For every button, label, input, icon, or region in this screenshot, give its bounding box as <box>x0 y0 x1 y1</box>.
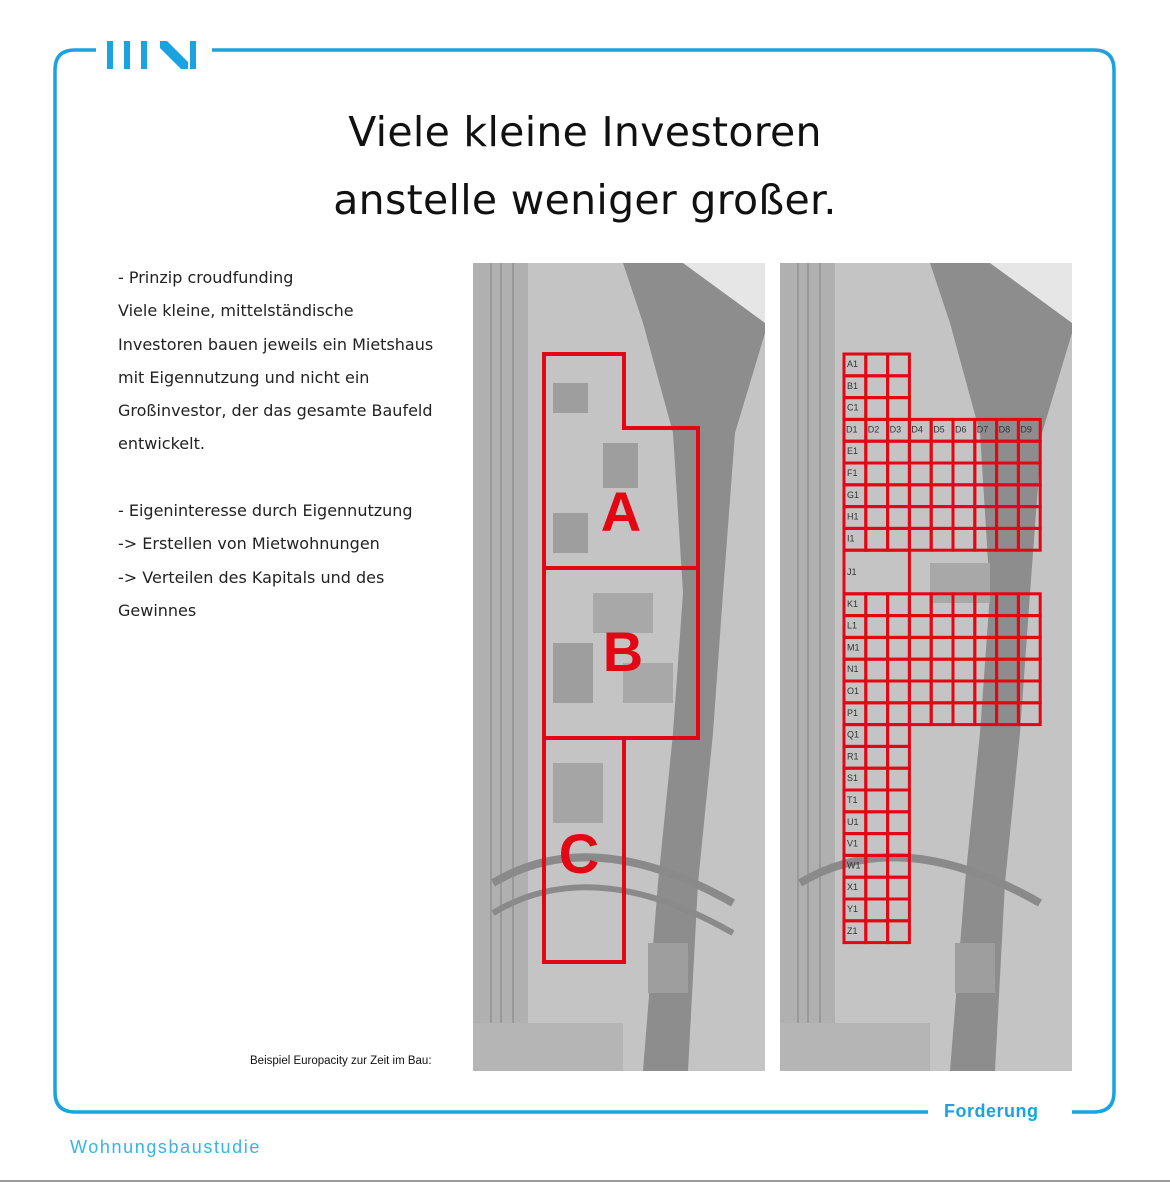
parcel-label: Z1 <box>847 925 858 936</box>
zone-label-a: A <box>600 480 642 543</box>
parcel-label: C1 <box>847 402 859 413</box>
principle-paragraph <box>118 261 458 461</box>
parcel-label: D5 <box>933 424 945 435</box>
parcel-label: D1 <box>846 424 858 435</box>
parcel-label: V1 <box>847 838 859 849</box>
parcel-label: D2 <box>867 424 880 435</box>
text-line: -> Erstellen von Mietwohnungen <box>118 534 380 554</box>
benefits-paragraph <box>118 494 458 627</box>
page-title-line1: Viele kleine Investoren <box>348 108 822 156</box>
text-line: Investoren bauen jeweils ein Mietshaus <box>118 334 434 354</box>
zone-label-c: C <box>558 822 600 885</box>
parcel-label: D6 <box>955 424 967 435</box>
parcel-label: T1 <box>847 795 858 805</box>
parcel-label: J1 <box>847 567 857 578</box>
map-caption: Beispiel Europacity zur Zeit im Bau: <box>250 1055 432 1067</box>
parcel-label: E1 <box>847 446 859 457</box>
INI-logo <box>107 41 196 69</box>
text-line: -> Verteilen des Kapitals und des <box>118 567 385 587</box>
text-line: entwickelt. <box>118 434 205 454</box>
parcel-label: D7 <box>976 424 989 435</box>
parcel-label: G1 <box>847 489 860 500</box>
site-plan-zones <box>473 263 765 1071</box>
parcel-label: B1 <box>847 380 859 391</box>
footer-label: Wohnungsbaustudie <box>70 1137 261 1157</box>
text-line: Viele kleine, mittelständische <box>118 301 354 321</box>
parcel-label: F1 <box>847 468 858 478</box>
parcel-label: D3 <box>889 424 902 435</box>
parcel-label: X1 <box>847 882 859 893</box>
parcel-label: K1 <box>847 598 859 609</box>
parcel-label: R1 <box>847 751 859 762</box>
text-line: mit Eigennutzung und nicht ein <box>118 367 370 387</box>
parcel-label: Q1 <box>847 729 860 740</box>
parcel-label: D9 <box>1020 424 1032 435</box>
site-plan-grid <box>780 263 1072 1071</box>
parcel-label: L1 <box>847 620 858 631</box>
parcel-label: S1 <box>847 773 859 784</box>
parcel-label: Y1 <box>847 904 859 914</box>
page-title-line2: anstelle weniger großer. <box>333 176 837 224</box>
section-label: Forderung <box>944 1101 1039 1121</box>
parcel-label: D4 <box>911 424 923 435</box>
parcel-label: A1 <box>847 359 859 369</box>
parcel-label: O1 <box>847 686 860 696</box>
parcel-label: H1 <box>847 511 859 522</box>
map-background <box>780 263 1072 1071</box>
text-line: Gewinnes <box>118 600 197 620</box>
text-line: - Prinzip croudfunding <box>118 268 294 287</box>
parcel-label: M1 <box>847 642 860 653</box>
text-line: - Eigeninteresse durch Eigennutzung <box>118 501 413 520</box>
parcel-label: N1 <box>847 664 859 675</box>
parcel-label: D8 <box>998 424 1011 435</box>
parcel-label: I1 <box>847 533 855 544</box>
parcel-label: W1 <box>847 860 861 871</box>
parcel-label: P1 <box>847 707 859 718</box>
text-line: Großinvestor, der das gesamte Baufeld <box>118 401 433 421</box>
zone-label-b: B <box>602 620 644 683</box>
parcel-label: U1 <box>847 816 859 827</box>
